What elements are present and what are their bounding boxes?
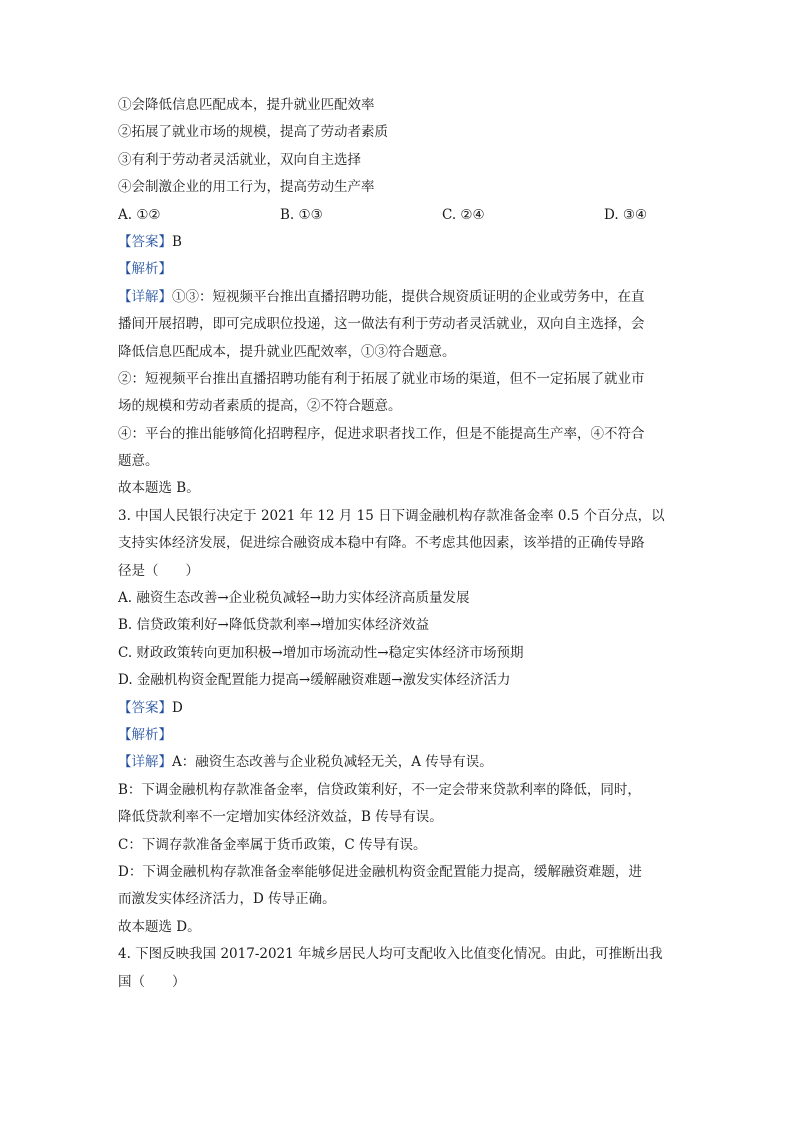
q3-detail-line-4: C：下调存款准备金率属于货币政策，C 传导有误。 [118, 836, 427, 853]
q2-detail-line-7: 题意。 [118, 453, 159, 470]
q2-option-a: A. ①② [118, 206, 161, 223]
q3-option-c: C. 财政政策转向更加积极→增加市场流动性→稳定实体经济市场预期 [118, 644, 524, 661]
q2-option-b: B. ①③ [280, 206, 323, 223]
q3-option-d: D. 金融机构资金配置能力提高→缓解融资难题→激发实体经济活力 [118, 672, 511, 689]
answer-value: D [172, 699, 183, 716]
answer-tag: 【答案】 [118, 233, 172, 250]
q2-statement-1: ①会降低信息匹配成本，提升就业匹配效率 [118, 97, 375, 113]
q2-option-d: D. ③④ [604, 206, 648, 223]
q3-analysis-heading: 【解析】 [118, 726, 172, 743]
q2-detail-line-5: 场的规模和劳动者素质的提高，②不符合题意。 [118, 398, 402, 415]
q3-detail-line-1 [118, 752, 678, 779]
q3-answer [118, 698, 678, 725]
q3-option-a: A. 融资生态改善→企业税负减轻→助力实体经济高质量发展 [118, 590, 470, 607]
document-content [118, 95, 678, 999]
q3-detail-line-5: D：下调金融机构存款准备金率能够促进金融机构资金配置能力提高，缓解融资难题，进 [118, 863, 642, 880]
q2-detail-line-2: 播间开展招聘，即可完成职位投递，这一做法有利于劳动者灵活就业，双向自主选择，会 [118, 316, 645, 333]
q4-stem-line-2: 国（ ） [118, 973, 186, 990]
q3-option-b: B. 信贷政策利好→降低贷款利率→增加实体经济效益 [118, 617, 430, 634]
q2-statement-4: ④会制激企业的用工行为，提高劳动生产率 [118, 179, 375, 196]
q2-statement-3: ③有利于劳动者灵活就业，双向自主选择 [118, 151, 361, 168]
q2-detail-line-1 [118, 287, 678, 314]
q3-conclusion: 故本题选 D。 [118, 918, 201, 935]
q2-detail-line-6: ④：平台的推出能够简化招聘程序，促进求职者找工作，但是不能提高生产率，④不符合 [118, 425, 645, 442]
q2-statement-2: ②拓展了就业市场的规模，提高了劳动者素质 [118, 124, 388, 141]
q2-options [118, 205, 678, 232]
q3-stem-line-3: 径是（ ） [118, 562, 199, 579]
q3-detail-line-2: B：下调金融机构存款准备金率，信贷政策利好，不一定会带来贷款利率的降低，同时， [118, 781, 641, 798]
detail-text: A：融资生态改善与企业税负减轻无关，A 传导有误。 [172, 754, 493, 771]
q2-answer [118, 232, 678, 259]
q3-detail-line-6: 而激发实体经济活力，D 传导正确。 [118, 891, 336, 908]
q3-stem-line-2: 支持实体经济发展，促进综合融资成本稳中有降。不考虑其他因素，该举措的正确传导路 [118, 535, 645, 552]
q4-stem-line-1: 4. 下图反映我国 2017-2021 年城乡居民人均可支配收入比值变化情况。由此，可推断出我 [118, 946, 663, 963]
detail-text: ①③：短视频平台推出直播招聘功能，提供合规资质证明的企业或劳务中，在直 [172, 288, 645, 305]
q3-detail-line-3: 降低贷款利率不一定增加实体经济效益，B 传导有误。 [118, 809, 443, 826]
q2-analysis-heading: 【解析】 [118, 261, 172, 278]
q2-option-c: C. ②④ [442, 206, 485, 223]
answer-tag: 【答案】 [118, 699, 172, 716]
q2-detail-line-3: 降低信息匹配成本，提升就业匹配效率，①③符合题意。 [118, 343, 456, 360]
q2-detail-line-4: ②：短视频平台推出直播招聘功能有利于拓展了就业市场的渠道，但不一定拓展了就业市 [118, 370, 645, 387]
q3-stem-line-1: 3. 中国人民银行决定于 2021 年 12 月 15 日下调金融机构存款准备金率 0.5 个百分点，以 [118, 507, 665, 524]
detail-tag: 【详解】 [118, 288, 172, 305]
detail-tag: 【详解】 [118, 754, 172, 771]
q2-conclusion: 故本题选 B。 [118, 480, 200, 497]
answer-value: B [172, 233, 182, 250]
